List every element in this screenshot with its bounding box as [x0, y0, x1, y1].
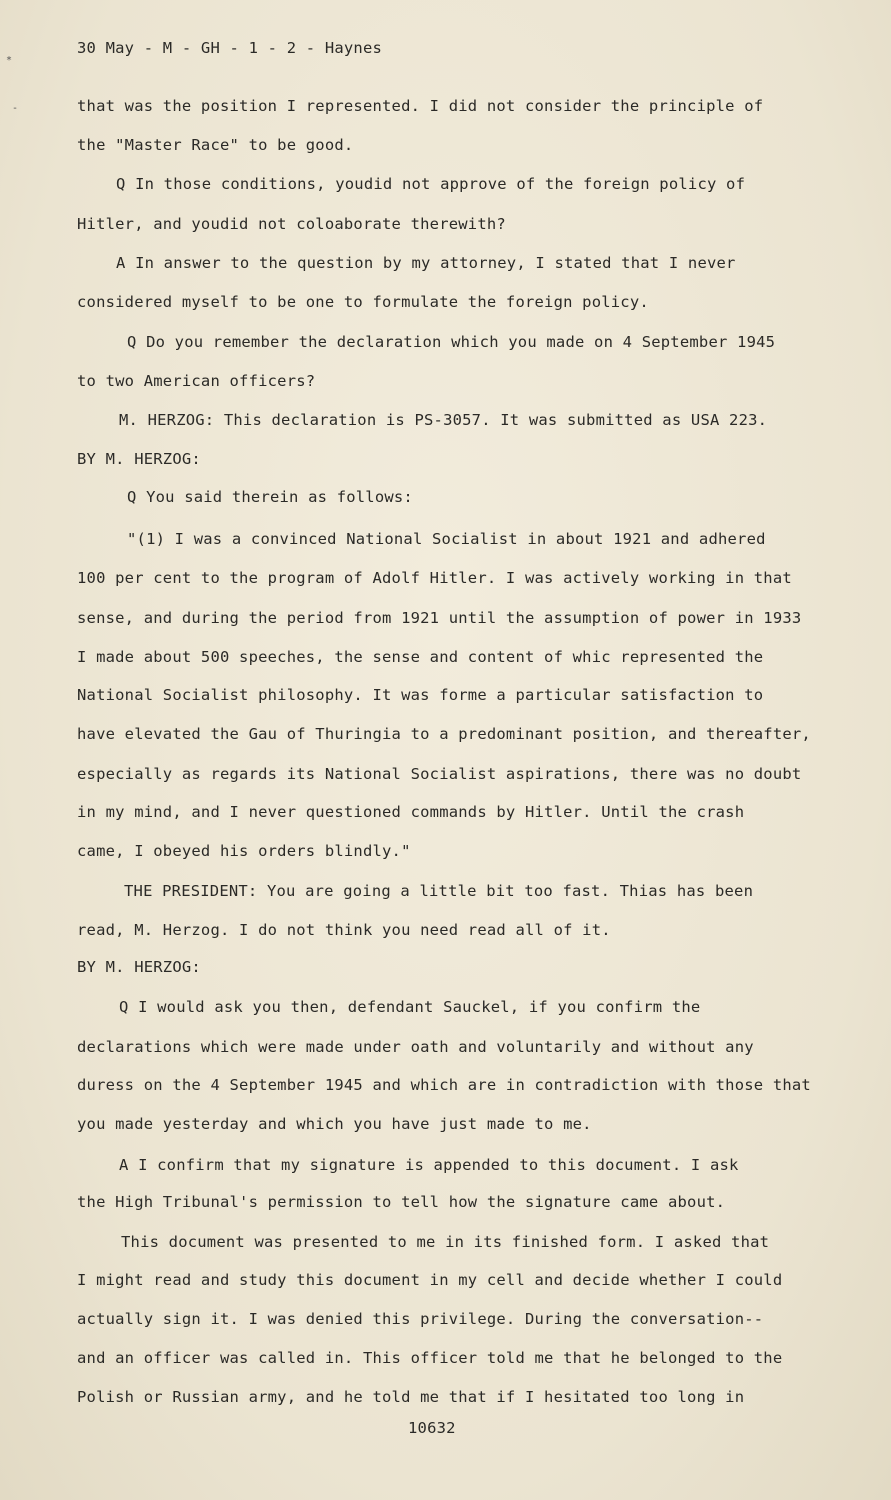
text-line: that was the position I represented. I did not consider the principle of: [77, 97, 764, 115]
text-line: Q I would ask you then, defendant Sauckel, if you confirm the: [119, 998, 701, 1016]
text-line: came, I obeyed his orders blindly.": [77, 842, 411, 860]
text-line: you made yesterday and which you have just made to me.: [77, 1115, 592, 1133]
text-line: Q In those conditions, youdid not approve of the foreign policy of: [116, 175, 746, 193]
text-line: THE PRESIDENT: You are going a little bit too fast. Thias has been: [124, 882, 754, 900]
text-line: actually sign it. I was denied this privilege. During the conversation--: [77, 1310, 764, 1328]
text-line: BY M. HERZOG:: [77, 958, 201, 976]
text-line: I might read and study this document in my cell and decide whether I could: [77, 1271, 783, 1289]
text-line: considered myself to be one to formulate the foreign policy.: [77, 293, 649, 311]
text-line: This document was presented to me in its finished form. I asked that: [121, 1233, 770, 1251]
text-line: especially as regards its National Socialist aspirations, there was no doubt: [77, 765, 802, 783]
text-line: M. HERZOG: This declaration is PS-3057. It was submitted as USA 223.: [119, 411, 768, 429]
text-line: the High Tribunal's permission to tell how the signature came about.: [77, 1193, 726, 1211]
text-line: 100 per cent to the program of Adolf Hitler. I was actively working in that: [77, 569, 792, 587]
text-line: sense, and during the period from 1921 until the assumption of power in 1933: [77, 609, 802, 627]
page-number: 10632: [408, 1419, 456, 1437]
text-line: Q You said therein as follows:: [127, 488, 413, 506]
text-line: Polish or Russian army, and he told me that if I hesitated too long in: [77, 1388, 745, 1406]
text-line: and an officer was called in. This officer told me that he belonged to the: [77, 1349, 783, 1367]
margin-dash: -: [12, 103, 19, 114]
margin-asterisk: *: [6, 55, 13, 66]
text-line: duress on the 4 September 1945 and which are in contradiction with those that: [77, 1076, 811, 1094]
text-line: the "Master Race" to be good.: [77, 136, 354, 154]
text-line: in my mind, and I never questioned commands by Hitler. Until the crash: [77, 803, 745, 821]
text-line: have elevated the Gau of Thuringia to a predominant position, and thereafter,: [77, 725, 811, 743]
page-header: 30 May - M - GH - 1 - 2 - Haynes: [77, 39, 383, 57]
text-line: BY M. HERZOG:: [77, 450, 201, 468]
text-line: Hitler, and youdid not coloaborate therewith?: [77, 215, 506, 233]
text-line: read, M. Herzog. I do not think you need read all of it.: [77, 921, 611, 939]
text-line: A In answer to the question by my attorney, I stated that I never: [116, 254, 736, 272]
text-line: National Socialist philosophy. It was forme a particular satisfaction to: [77, 686, 764, 704]
text-line: I made about 500 speeches, the sense and content of whic represented the: [77, 648, 764, 666]
text-line: Q Do you remember the declaration which you made on 4 September 1945: [127, 333, 776, 351]
text-line: declarations which were made under oath and voluntarily and without any: [77, 1038, 754, 1056]
text-line: A I confirm that my signature is appended to this document. I ask: [119, 1156, 739, 1174]
text-line: to two American officers?: [77, 372, 316, 390]
text-line: "(1) I was a convinced National Socialist in about 1921 and adhered: [127, 530, 766, 548]
